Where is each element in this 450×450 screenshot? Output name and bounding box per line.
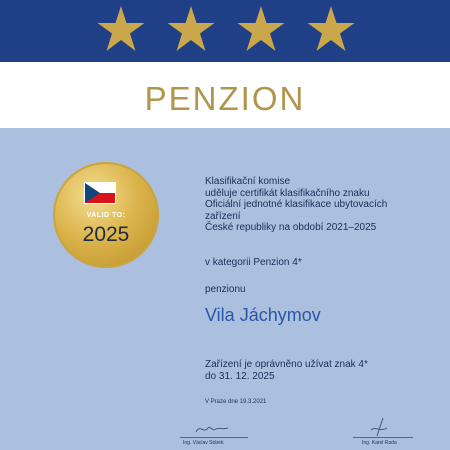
text-line: České republiky na období 2021–2025 [205,222,377,234]
certificate-title: PENZION [144,80,306,117]
gold-seal [53,162,159,268]
seal-valid-label: VALID TO: [86,212,126,219]
signatory-right: Ing. Karel Rada [362,440,397,446]
establishment-name: Vila Jáchymov [205,305,321,325]
signatory-left: Ing. Václav Stárek [183,440,224,446]
usage-right-text [205,359,368,382]
text-line: Zařízení je oprávněno užívat znak 4* [205,359,368,370]
star-icon [166,4,216,54]
czech-flag-icon [84,182,116,204]
star-icon [96,4,146,54]
star-icon [306,4,356,54]
category-text: v kategorii Penzion 4* [205,257,302,268]
signature-line-right [353,437,413,438]
certificate-text [205,176,435,234]
text-line: Oficiální jednotné klasifikace ubytovacích [205,199,388,211]
text-line: Klasifikační komise [205,176,291,187]
text-line: zařízení [205,210,241,222]
text-line: uděluje certifikát klasifikačního znaku [205,187,370,199]
top-banner [0,0,450,62]
star-icon [236,4,286,54]
text-line: do 31. 12. 2025 [205,370,275,382]
place-date: V Praze dne 19.3.2021 [205,399,267,405]
rating-stars [0,4,450,58]
penzionu-label: penzionu [205,284,246,295]
signature-left-icon [192,420,232,438]
seal-year: 2025 [82,223,130,246]
signature-line-left [180,437,248,438]
